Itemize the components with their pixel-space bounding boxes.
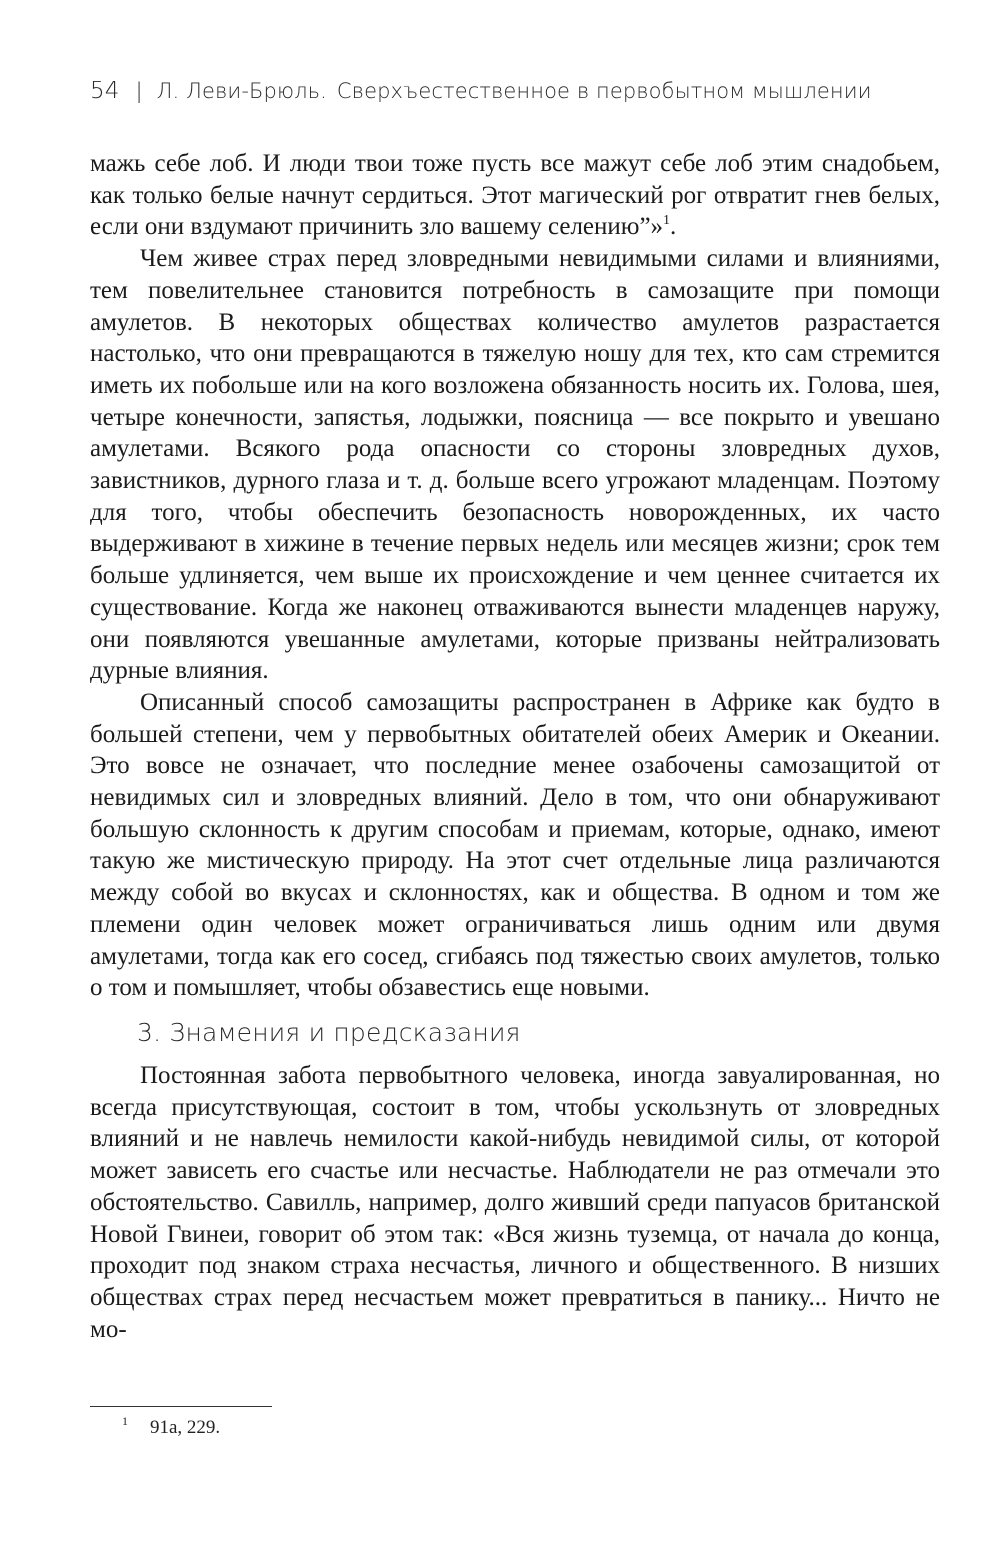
- paragraph-4: Постоянная забота первобытного человека, иногда завуалированная, но всегда присутствующая, состоит в том, чтобы ускользнуть от зловредных влияний и не навлечь немилости какой-нибудь невидимой силы, от которой может зависеть его счастье или несчастье. Наблюдатели не раз отмечали это обстоятельство. Савилль, например, долго живший среди папуасов британской Новой Гвинеи, говорит об этом так: «Вся жизнь туземца, от начала до конца, проходит под знаком страха несчастья, личного и общественного. В низших обществах страх перед несчастьем может превратиться в панику... Ничто не мо-: [90, 1061, 940, 1343]
- header-separator: |: [135, 79, 143, 103]
- footnote-1: [122, 1414, 220, 1439]
- footnote-divider: [90, 1406, 272, 1407]
- paragraph-1-end: .: [670, 213, 677, 241]
- section-heading: 3. Знамения и предсказания: [137, 1017, 521, 1047]
- footnote-mark: 1: [122, 1414, 128, 1428]
- footnote-reference[interactable]: 1: [663, 213, 671, 229]
- paragraph-2: Чем живее страх перед зловредными невидимыми силами и влияниями, тем повелительнее становится потребность в самозащите при помощи амулетов. В некоторых обществах количество амулетов разрастается настолько, что они превращаются в тяжелую ношу для тех, кто сам стремится иметь их побольше или на кого возложена обязанность носить их. Голова, шея, четыре конечности, запястья, лодыжки, поясница — все покрыто и увешано амулетами. Всякого рода опасности со стороны зловредных духов, завистников, дурного глаза и т. д. больше всего угрожают младенцам. Поэтому для того, чтобы обеспечить безопасность новорожденных, их часто выдерживают в хижине в течение первых недель или месяцев жизни; срок тем больше удлиняется, чем выше их происхождение и чем ценнее считается их существование. Когда же наконец отваживаются вынести младенцев наружу, они появляются увешанные амулетами, которые призваны нейтрализовать дурные влияния.: [90, 245, 940, 685]
- paragraph-3: Описанный способ самозащиты распространен в Африке как будто в большей степени, чем у первобытных обитателей обеих Америк и Океании. Это вовсе не означает, что последние менее озабочены самозащитой от невидимых сил и зловредных влияний. Дело в том, что они обнаруживают большую склонность к другим способам и приемам, которые, однако, имеют такую же мистическую природу. На этот счет отдельные лица различаются между собой во вкусах и склонностях, как и общества. В одном и том же племени один человек может ограничиваться лишь одним или двумя амулетами, тогда как его сосед, сгибаясь под тяжестью своих амулетов, только о том и помышляет, чтобы обзавестись еще новыми.: [90, 688, 940, 1002]
- book-page: [90, 0, 940, 1542]
- paragraph-continuation: [90, 148, 940, 243]
- main-text: [90, 148, 940, 1345]
- header-author: Л. Леви-Брюль.: [156, 79, 327, 103]
- page-number: 54: [90, 78, 120, 104]
- footnote-text: 91а, 229.: [150, 1417, 221, 1438]
- running-header: [90, 78, 940, 104]
- paragraph-1-text: мажь себе лоб. И люди твои тоже пусть все мажут себе лоб этим снадобьем, как только белые начнут сердиться. Этот магический рог отвратит гнев белых, если они вздумают причинить зло вашему селению”»: [90, 150, 940, 241]
- header-book-title: Сверхъестественное в первобытном мышлении: [336, 79, 872, 103]
